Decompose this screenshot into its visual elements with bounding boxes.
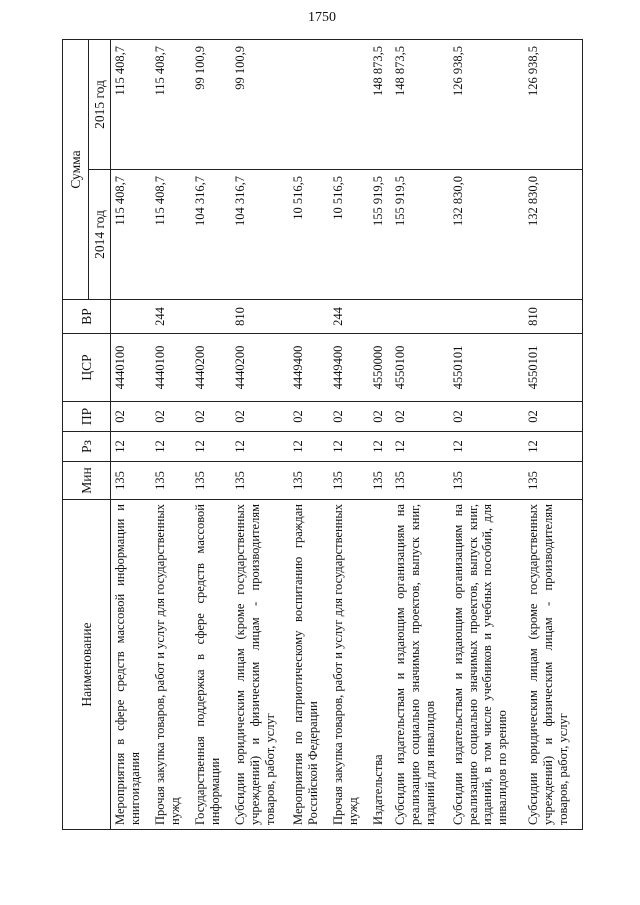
row-vr [449, 300, 524, 334]
row-vr [111, 300, 152, 334]
row-2015 [329, 39, 369, 169]
row-pr: 02 [231, 402, 289, 432]
row-2014: 104 316,7 [231, 170, 289, 300]
row-2015: 148 873,5 [391, 39, 449, 169]
row-2014: 115 408,7 [151, 170, 191, 300]
row-rz: 12 [449, 432, 524, 462]
row-vr: 810 [231, 300, 289, 334]
row-min: 135 [329, 462, 369, 500]
row-vr [369, 300, 391, 334]
row-csr: 4550101 [449, 334, 524, 402]
row-pr: 02 [369, 402, 391, 432]
row-vr [391, 300, 449, 334]
header-sum: Сумма [63, 39, 89, 299]
header-name: Наименование [63, 500, 111, 830]
header-2015: 2015 год [89, 39, 111, 169]
row-min: 135 [391, 462, 449, 500]
row-vr [289, 300, 329, 334]
table-row [289, 39, 329, 829]
row-rz: 12 [329, 432, 369, 462]
row-2014: 115 408,7 [111, 170, 152, 300]
row-csr: 4550101 [524, 334, 582, 402]
row-min: 135 [151, 462, 191, 500]
header-pr: ПР [63, 402, 111, 432]
row-rz: 12 [289, 432, 329, 462]
table-row [524, 39, 582, 829]
row-rz: 12 [369, 432, 391, 462]
row-2015: 99 100,9 [191, 39, 231, 169]
row-name: Субсидии юридическим лицам (кроме государственных учреждений) и физическим лицам - производителям товаров, работ, услуг [524, 500, 582, 830]
row-min: 135 [111, 462, 152, 500]
row-pr: 02 [151, 402, 191, 432]
table-row [191, 39, 231, 829]
row-rz: 12 [391, 432, 449, 462]
table-row [111, 39, 152, 829]
row-name: Субсидии издательствам и издающим организациям на реализацию социально значимых проектов, выпуск книг, изданий для инвалидов [391, 500, 449, 830]
header-rz: Рз [63, 432, 111, 462]
row-2014: 104 316,7 [191, 170, 231, 300]
table-row [329, 39, 369, 829]
row-name: Прочая закупка товаров, работ и услуг для государственных нужд [151, 500, 191, 830]
row-csr: 4440200 [231, 334, 289, 402]
row-vr [191, 300, 231, 334]
header-2014: 2014 год [89, 170, 111, 300]
page-number: 1750 [308, 10, 336, 25]
header-csr: ЦСР [63, 334, 111, 402]
row-2014: 10 516,5 [289, 170, 329, 300]
header-vr: ВР [63, 300, 111, 334]
row-vr: 244 [151, 300, 191, 334]
row-min: 135 [191, 462, 231, 500]
row-rz: 12 [231, 432, 289, 462]
row-name: Субсидии издательствам и издающим организациям на реализацию социально значимых проектов, выпуск книг, изданий, в том числе учебников и учебных пособий, для инвалидов по зрению [449, 500, 524, 830]
row-rz: 12 [191, 432, 231, 462]
table-row [151, 39, 191, 829]
table-row [391, 39, 449, 829]
row-csr: 4440100 [151, 334, 191, 402]
row-2015: 126 938,5 [449, 39, 524, 169]
row-rz: 12 [524, 432, 582, 462]
row-csr: 4449400 [329, 334, 369, 402]
row-name: Государственная поддержка в сфере средств массовой информации [191, 500, 231, 830]
row-2014: 132 830,0 [524, 170, 582, 300]
row-2015: 99 100,9 [231, 39, 289, 169]
row-2015: 126 938,5 [524, 39, 582, 169]
row-pr: 02 [289, 402, 329, 432]
row-2014: 132 830,0 [449, 170, 524, 300]
row-csr: 4550100 [391, 334, 449, 402]
row-csr: 4440200 [191, 334, 231, 402]
row-2014: 155 919,5 [369, 170, 391, 300]
row-name: Прочая закупка товаров, работ и услуг для государственных нужд [329, 500, 369, 830]
table-row [449, 39, 524, 829]
row-name: Субсидии юридическим лицам (кроме государственных учреждений) и физическим лицам - производителям товаров, работ, услуг [231, 500, 289, 830]
row-name: Издательства [369, 500, 391, 830]
row-2014: 10 516,5 [329, 170, 369, 300]
row-csr: 4449400 [289, 334, 329, 402]
row-min: 135 [524, 462, 582, 500]
row-min: 135 [369, 462, 391, 500]
row-2015: 115 408,7 [151, 39, 191, 169]
row-pr: 02 [391, 402, 449, 432]
table-row [369, 39, 391, 829]
header-min: Мин [63, 462, 111, 500]
row-vr: 810 [524, 300, 582, 334]
row-2015 [289, 39, 329, 169]
budget-table [62, 39, 583, 830]
row-csr: 4550000 [369, 334, 391, 402]
row-pr: 02 [524, 402, 582, 432]
row-vr: 244 [329, 300, 369, 334]
row-name: Мероприятия в сфере средств массовой информации и книгоиздания [111, 500, 152, 830]
row-2015: 115 408,7 [111, 39, 152, 169]
row-min: 135 [449, 462, 524, 500]
row-rz: 12 [111, 432, 152, 462]
row-2014: 155 919,5 [391, 170, 449, 300]
row-pr: 02 [111, 402, 152, 432]
row-rz: 12 [151, 432, 191, 462]
row-pr: 02 [191, 402, 231, 432]
row-name: Мероприятия по патриотическому воспитанию граждан Российской Федерации [289, 500, 329, 830]
table-row [231, 39, 289, 829]
row-pr: 02 [449, 402, 524, 432]
row-2015: 148 873,5 [369, 39, 391, 169]
row-min: 135 [289, 462, 329, 500]
row-min: 135 [231, 462, 289, 500]
row-pr: 02 [329, 402, 369, 432]
row-csr: 4440100 [111, 334, 152, 402]
rotated-table-container [62, 40, 583, 830]
